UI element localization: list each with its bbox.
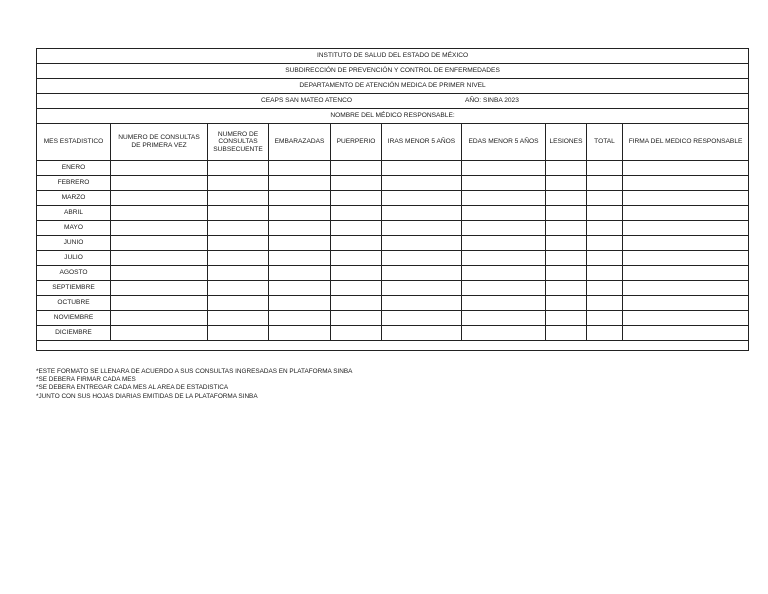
month-label: OCTUBRE	[37, 296, 111, 311]
entry-cell[interactable]	[331, 176, 382, 191]
entry-cell[interactable]	[546, 296, 587, 311]
entry-cell[interactable]	[382, 326, 462, 341]
note-line: *SE DEBERA ENTREGAR CADA MES AL AREA DE ESTADISTICA	[36, 384, 229, 392]
year-label: AÑO: SINBA 2023	[465, 97, 519, 104]
month-rows	[37, 161, 749, 341]
month-label: AGOSTO	[37, 266, 111, 281]
entry-cell[interactable]	[269, 161, 331, 176]
entry-cell[interactable]	[462, 176, 546, 191]
entry-cell[interactable]	[331, 281, 382, 296]
entry-cell[interactable]	[208, 281, 269, 296]
entry-cell[interactable]	[587, 236, 623, 251]
entry-cell[interactable]	[382, 296, 462, 311]
table-row	[37, 176, 749, 191]
entry-cell[interactable]	[111, 206, 208, 221]
table-row	[37, 281, 749, 296]
entry-cell[interactable]	[587, 206, 623, 221]
entry-cell[interactable]	[462, 266, 546, 281]
entry-cell[interactable]	[623, 251, 749, 266]
entry-cell[interactable]	[462, 296, 546, 311]
entry-cell[interactable]	[331, 236, 382, 251]
table-row	[37, 311, 749, 326]
column-header: NUMERO DE CONSULTAS DE PRIMERA VEZ	[111, 124, 208, 161]
entry-cell[interactable]	[546, 326, 587, 341]
month-label: SEPTIEMBRE	[37, 281, 111, 296]
entry-cell[interactable]	[546, 161, 587, 176]
column-header: NUMERO DE CONSULTAS SUBSECUENTE	[208, 124, 269, 161]
entry-cell[interactable]	[382, 161, 462, 176]
department-title: DEPARTAMENTO DE ATENCIÓN MEDICA DE PRIMER NIVEL	[37, 79, 749, 94]
ceaps-name: CEAPS SAN MATEO ATENCO	[261, 97, 352, 104]
entry-cell[interactable]	[382, 191, 462, 206]
entry-cell[interactable]	[462, 251, 546, 266]
entry-cell[interactable]	[587, 266, 623, 281]
entry-cell[interactable]	[462, 311, 546, 326]
entry-cell[interactable]	[462, 221, 546, 236]
entry-cell[interactable]	[331, 251, 382, 266]
entry-cell[interactable]	[269, 266, 331, 281]
entry-cell[interactable]	[546, 281, 587, 296]
notes-section	[36, 368, 352, 401]
entry-cell[interactable]	[623, 296, 749, 311]
month-label: JULIO	[37, 251, 111, 266]
month-label: FEBRERO	[37, 176, 111, 191]
entry-cell[interactable]	[111, 251, 208, 266]
entry-cell[interactable]	[111, 221, 208, 236]
ceaps-row	[37, 94, 749, 109]
column-header: PUERPERIO	[331, 124, 382, 161]
month-label: JUNIO	[37, 236, 111, 251]
entry-cell[interactable]	[587, 176, 623, 191]
blank-row	[37, 341, 749, 351]
entry-cell[interactable]	[269, 281, 331, 296]
column-header: EDAS MENOR 5 AÑOS	[462, 124, 546, 161]
entry-cell[interactable]	[111, 176, 208, 191]
entry-cell[interactable]	[623, 221, 749, 236]
column-header: MES ESTADISTICO	[37, 124, 111, 161]
entry-cell[interactable]	[331, 191, 382, 206]
table-row	[37, 206, 749, 221]
entry-cell[interactable]	[623, 326, 749, 341]
entry-cell[interactable]	[111, 296, 208, 311]
entry-cell[interactable]	[587, 251, 623, 266]
entry-cell[interactable]	[623, 281, 749, 296]
note-line: *ESTE FORMATO SE LLENARA DE ACUERDO A SUS CONSULTAS INGRESADAS EN PLATAFORMA SINBA	[36, 368, 353, 375]
table-row	[37, 296, 749, 311]
month-label: DICIEMBRE	[37, 326, 111, 341]
entry-cell[interactable]	[382, 281, 462, 296]
table-row	[37, 266, 749, 281]
month-label: MARZO	[37, 191, 111, 206]
entry-cell[interactable]	[331, 161, 382, 176]
responsible-doctor-field[interactable]: NOMBRE DEL MÉDICO RESPONSABLE:	[37, 109, 749, 124]
entry-cell[interactable]	[208, 251, 269, 266]
entry-cell[interactable]	[623, 161, 749, 176]
entry-cell[interactable]	[208, 266, 269, 281]
month-label: ENERO	[37, 161, 111, 176]
table-row	[37, 221, 749, 236]
table-row	[37, 251, 749, 266]
month-label: NOVIEMBRE	[37, 311, 111, 326]
entry-cell[interactable]	[382, 176, 462, 191]
entry-cell[interactable]	[587, 296, 623, 311]
entry-cell[interactable]	[382, 236, 462, 251]
entry-cell[interactable]	[623, 206, 749, 221]
entry-cell[interactable]	[111, 311, 208, 326]
entry-cell[interactable]	[331, 296, 382, 311]
column-header: TOTAL	[587, 124, 623, 161]
entry-cell[interactable]	[331, 326, 382, 341]
entry-cell[interactable]	[546, 251, 587, 266]
entry-cell[interactable]	[623, 176, 749, 191]
entry-cell[interactable]	[382, 266, 462, 281]
entry-cell[interactable]	[208, 221, 269, 236]
entry-cell[interactable]	[208, 191, 269, 206]
month-label: ABRIL	[37, 206, 111, 221]
entry-cell[interactable]	[462, 191, 546, 206]
entry-cell[interactable]	[208, 176, 269, 191]
entry-cell[interactable]	[382, 251, 462, 266]
entry-cell[interactable]	[331, 221, 382, 236]
entry-cell[interactable]	[269, 221, 331, 236]
entry-cell[interactable]	[623, 236, 749, 251]
entry-cell[interactable]	[587, 161, 623, 176]
blank-cell	[37, 341, 749, 351]
entry-cell[interactable]	[382, 206, 462, 221]
entry-cell[interactable]	[546, 221, 587, 236]
entry-cell[interactable]	[462, 281, 546, 296]
entry-cell[interactable]	[269, 326, 331, 341]
entry-cell[interactable]	[623, 311, 749, 326]
entry-cell[interactable]	[208, 206, 269, 221]
entry-cell[interactable]	[462, 206, 546, 221]
entry-cell[interactable]	[546, 236, 587, 251]
entry-cell[interactable]	[111, 326, 208, 341]
entry-cell[interactable]	[623, 266, 749, 281]
entry-cell[interactable]	[269, 206, 331, 221]
entry-cell[interactable]	[587, 221, 623, 236]
column-header: EMBARAZADAS	[269, 124, 331, 161]
entry-cell[interactable]	[111, 236, 208, 251]
entry-cell[interactable]	[111, 266, 208, 281]
report-form	[36, 48, 748, 351]
entry-cell[interactable]	[111, 281, 208, 296]
entry-cell[interactable]	[462, 326, 546, 341]
column-header: IRAS MENOR 5 AÑOS	[382, 124, 462, 161]
entry-cell[interactable]	[623, 191, 749, 206]
entry-cell[interactable]	[331, 206, 382, 221]
entry-cell[interactable]	[208, 161, 269, 176]
column-header: FIRMA DEL MEDICO RESPONSABLE	[623, 124, 749, 161]
entry-cell[interactable]	[587, 311, 623, 326]
entry-cell[interactable]	[269, 296, 331, 311]
table-row	[37, 236, 749, 251]
entry-cell[interactable]	[546, 206, 587, 221]
entry-cell[interactable]	[269, 236, 331, 251]
entry-cell[interactable]	[587, 191, 623, 206]
entry-cell[interactable]	[331, 311, 382, 326]
table-row	[37, 191, 749, 206]
month-label: MAYO	[37, 221, 111, 236]
entry-cell[interactable]	[546, 311, 587, 326]
entry-cell[interactable]	[546, 266, 587, 281]
note-line: *JUNTO CON SUS HOJAS DIARIAS EMITIDAS DE LA PLATAFORMA SINBA	[36, 392, 258, 400]
entry-cell[interactable]	[269, 251, 331, 266]
entry-cell[interactable]	[587, 281, 623, 296]
entry-cell[interactable]	[269, 191, 331, 206]
entry-cell[interactable]	[208, 296, 269, 311]
entry-cell[interactable]	[546, 191, 587, 206]
entry-cell[interactable]	[382, 221, 462, 236]
subdirection-title: SUBDIRECCIÓN DE PREVENCIÓN Y CONTROL DE ENFERMEDADES	[37, 64, 749, 79]
institute-title: INSTITUTO DE SALUD DEL ESTADO DE MÉXICO	[37, 49, 749, 64]
entry-cell[interactable]	[462, 161, 546, 176]
entry-cell[interactable]	[269, 176, 331, 191]
entry-cell[interactable]	[382, 311, 462, 326]
entry-cell[interactable]	[111, 161, 208, 176]
note-line: *SE DEBERA FIRMAR CADA MES	[36, 376, 136, 384]
entry-cell[interactable]	[208, 326, 269, 341]
entry-cell[interactable]	[546, 176, 587, 191]
column-header-row	[37, 124, 749, 161]
table-row	[37, 161, 749, 176]
entry-cell[interactable]	[208, 236, 269, 251]
entry-cell[interactable]	[269, 311, 331, 326]
entry-cell[interactable]	[331, 266, 382, 281]
table-row	[37, 326, 749, 341]
entry-cell[interactable]	[111, 191, 208, 206]
column-header: LESIONES	[546, 124, 587, 161]
entry-cell[interactable]	[208, 311, 269, 326]
entry-cell[interactable]	[462, 236, 546, 251]
entry-cell[interactable]	[587, 326, 623, 341]
consultation-table	[36, 48, 749, 351]
